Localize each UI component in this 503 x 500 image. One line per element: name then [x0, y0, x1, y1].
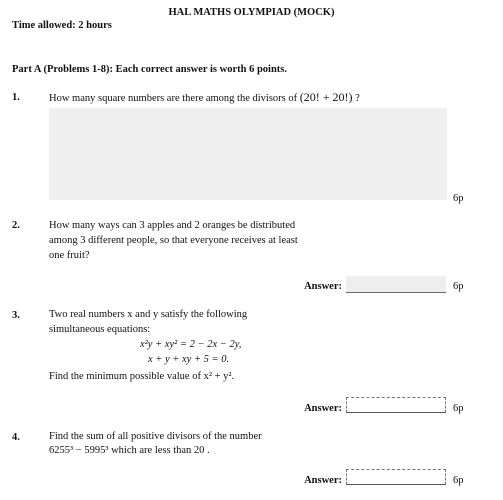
problem-1-text: [49, 89, 389, 106]
problem-3-points: 6p: [453, 403, 464, 414]
problem-1-answer-area[interactable]: [49, 108, 447, 200]
problem-2-points: 6p: [453, 281, 464, 292]
problem-3-line1: Two real numbers x and y satisfy the following: [49, 309, 248, 320]
problem-3-line3: Find the minimum possible value of x² + y².: [49, 371, 235, 382]
problem-3-equation-1: x²y + xy² = 2 − 2x − 2y,: [140, 339, 242, 350]
problem-3-answer-field[interactable]: [346, 397, 446, 413]
section-heading: Part A (Problems 1-8): Each correct answer is worth 6 points.: [12, 64, 288, 75]
problem-3-line2: simultaneous equations:: [49, 324, 151, 335]
problem-2-number: 2.: [12, 220, 20, 231]
problem-1-math: (20! + 20!): [299, 90, 353, 104]
problem-4-points: 6p: [453, 475, 464, 486]
problem-3-equation-2: x + y + xy + 5 = 0.: [148, 354, 230, 365]
problem-3-number: 3.: [12, 310, 20, 321]
problem-1-text-before: How many square numbers are there among the divisors of: [49, 93, 300, 104]
problem-2-line3: one fruit?: [49, 250, 90, 261]
time-allowed: Time allowed: 2 hours: [12, 20, 112, 31]
problem-1-points: 6p: [453, 193, 464, 204]
problem-3-answer-label: Answer:: [304, 403, 342, 414]
problem-1-number: 1.: [12, 92, 20, 103]
problem-2-line1: How many ways can 3 apples and 2 oranges be distributed: [49, 220, 296, 231]
problem-2-line2: among 3 different people, so that everyone receives at least: [49, 235, 298, 246]
problem-4-answer-label: Answer:: [304, 475, 342, 486]
exam-title: HAL MATHS OLYMPIAD (MOCK): [168, 7, 335, 18]
problem-1-text-after: ?: [352, 93, 360, 104]
problem-2-answer-field[interactable]: [346, 276, 446, 293]
problem-4-answer-field[interactable]: [346, 469, 446, 485]
problem-4-line1: Find the sum of all positive divisors of the number: [49, 431, 262, 442]
problem-2-answer-label: Answer:: [304, 281, 342, 292]
problem-4-line2: 6255³ − 5995³ which are less than 20 .: [49, 445, 210, 456]
problem-4-number: 4.: [12, 432, 20, 443]
